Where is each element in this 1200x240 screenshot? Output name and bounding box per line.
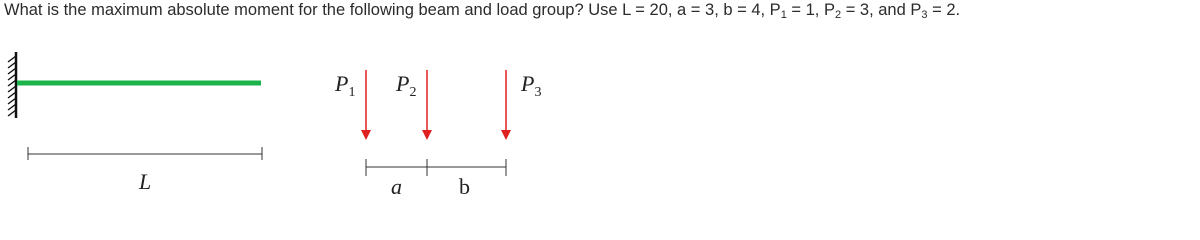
question-main: What is the maximum absolute moment for the following beam and load group? Use L = 20, a = 3, b = 4, P — [4, 1, 781, 19]
label-P1: $P_1$ — [335, 71, 356, 100]
question-mid-2: = 3, and P — [841, 1, 922, 19]
question-tail: = 2. — [927, 1, 961, 19]
question-sub-2: 2 — [834, 9, 842, 21]
label-P2: $P_2$ — [396, 71, 417, 100]
label-L: L — [139, 169, 152, 194]
dimension-L — [28, 147, 262, 160]
load-arrow-P2 — [422, 70, 432, 140]
load-arrow-P1 — [361, 70, 371, 140]
question-mid-1: = 1, P — [786, 1, 835, 19]
dimension-a-b — [366, 159, 506, 176]
question-sub-1: 1 — [780, 9, 787, 21]
label-P3: $P_3$ — [521, 71, 542, 100]
label-b: b — [459, 174, 470, 198]
label-a: a — [391, 174, 402, 198]
question-sub-3: 3 — [921, 9, 928, 21]
fixed-support — [8, 52, 16, 118]
load-arrow-P3 — [501, 70, 511, 140]
